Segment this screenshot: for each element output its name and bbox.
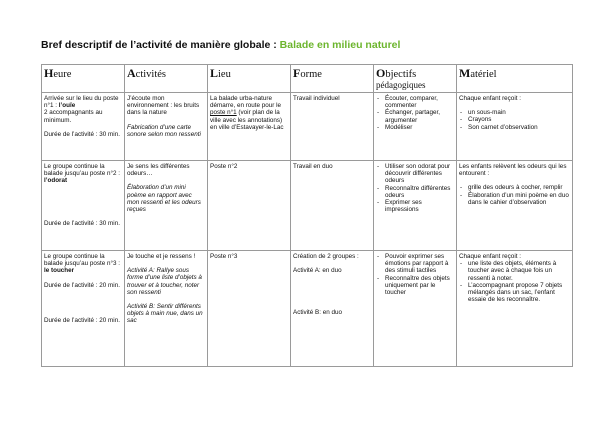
cell-activites: Je touche et je ressens ! Activité A: Rallye sous forme d’une liste d’objets à trouver et à toucher, noter son ressenti Activité B: Sentir différents objets à main nue, dans un sac bbox=[125, 251, 208, 367]
header-activites: Activités bbox=[125, 65, 208, 93]
list-item: - Utiliser son odorat pour découvrir différentes odeurs bbox=[376, 163, 454, 185]
cell-heure: Arrivée sur le lieu du poste n°1 : l’ouïe 2 accompagnants au minimum. Durée de l’activité : 30 min. bbox=[42, 93, 125, 161]
header-lieu: Lieu bbox=[208, 65, 291, 93]
cell-materiel: Chaque enfant reçoit : - un sous-main - Crayons - Son carnet d’observation bbox=[457, 93, 573, 161]
list-item: - Reconnaître des objets uniquement par le toucher bbox=[376, 275, 454, 297]
list-item: - Reconnaître différentes odeurs bbox=[376, 185, 454, 199]
list-item: - Exprimer ses impressions bbox=[376, 199, 454, 213]
cell-heure: Le groupe continue la balade jusqu’au poste n°2 : l’odorat Durée de l’activité : 30 min. bbox=[42, 161, 125, 251]
list-item: - L’accompagnant propose 7 objets mélangés dans un sac, l’enfant essaie de les reconnaître. bbox=[459, 282, 570, 304]
cell-materiel: Les enfants relèvent les odeurs qui les entourent : - grille des odeurs à cocher, remplir - Élaboration d’un mini poème en duo dans le cahier d’observation bbox=[457, 161, 573, 251]
list-item: - Son carnet d’observation bbox=[459, 124, 570, 131]
page-title bbox=[41, 39, 571, 51]
cell-heure: Le groupe continue la balade jusqu’au poste n°3 : le toucher Durée de l’activité : 20 min. Durée de l’activité : 20 min. bbox=[42, 251, 125, 367]
cell-activites: J’écoute mon environnement : les bruits dans la nature Fabrication d’une carte sonore selon mon ressenti bbox=[125, 93, 208, 161]
header-materiel: Matériel bbox=[457, 65, 573, 93]
list-item: - Modéliser bbox=[376, 124, 454, 131]
list-item: - Échanger, partager, argumenter bbox=[376, 109, 454, 123]
title-accent: Balade en milieu naturel bbox=[279, 39, 401, 51]
header-objectifs: Objectifs pédagogiques bbox=[374, 65, 457, 93]
cell-forme: Travail individuel bbox=[291, 93, 374, 161]
cell-forme: Création de 2 groupes : Activité A: en duo Activité B: en duo bbox=[291, 251, 374, 367]
cell-lieu: Poste n°2 bbox=[208, 161, 291, 251]
header-row bbox=[42, 65, 573, 93]
list-item: - Crayons bbox=[459, 116, 570, 123]
cell-objectifs bbox=[374, 161, 457, 251]
cell-lieu: La balade urba-nature démarre, en route pour le poste n°1 (voir plan de la ville avec les annotations) en ville d’Estavayer-le-Lac bbox=[208, 93, 291, 161]
list-item: - un sous-main bbox=[459, 109, 570, 116]
cell-objectifs bbox=[374, 93, 457, 161]
cell-lieu: Poste n°3 bbox=[208, 251, 291, 367]
header-heure: Heure bbox=[42, 65, 125, 93]
activity-table bbox=[41, 64, 573, 367]
cell-materiel: Chaque enfant reçoit : - une liste des objets, éléments à toucher avec à chaque fois un ressenti à noter. - L’accompagnant propose 7 objets mélangés dans un sac, l’enfant essaie de les reconnaître. bbox=[457, 251, 573, 367]
cell-objectifs bbox=[374, 251, 457, 367]
title-prefix: Bref descriptif de l’activité de manière globale : bbox=[41, 39, 280, 51]
list-item: - une liste des objets, éléments à toucher avec à chaque fois un ressenti à noter. bbox=[459, 260, 570, 282]
table-row bbox=[42, 93, 573, 161]
list-item: - grille des odeurs à cocher, remplir bbox=[459, 184, 570, 191]
cell-activites: Je sens les différentes odeurs… Élaboration d’un mini poème en rapport avec mon ressenti et les odeurs reçues bbox=[125, 161, 208, 251]
list-item: - Écouter, comparer, commenter bbox=[376, 95, 454, 109]
table-row bbox=[42, 251, 573, 367]
list-item: - Élaboration d’un mini poème en duo dans le cahier d’observation bbox=[459, 192, 570, 206]
cell-forme: Travail en duo bbox=[291, 161, 374, 251]
table-row bbox=[42, 161, 573, 251]
list-item: - Pouvoir exprimer ses émotions par rapport à des stimuli tactiles bbox=[376, 253, 454, 275]
header-forme: Forme bbox=[291, 65, 374, 93]
